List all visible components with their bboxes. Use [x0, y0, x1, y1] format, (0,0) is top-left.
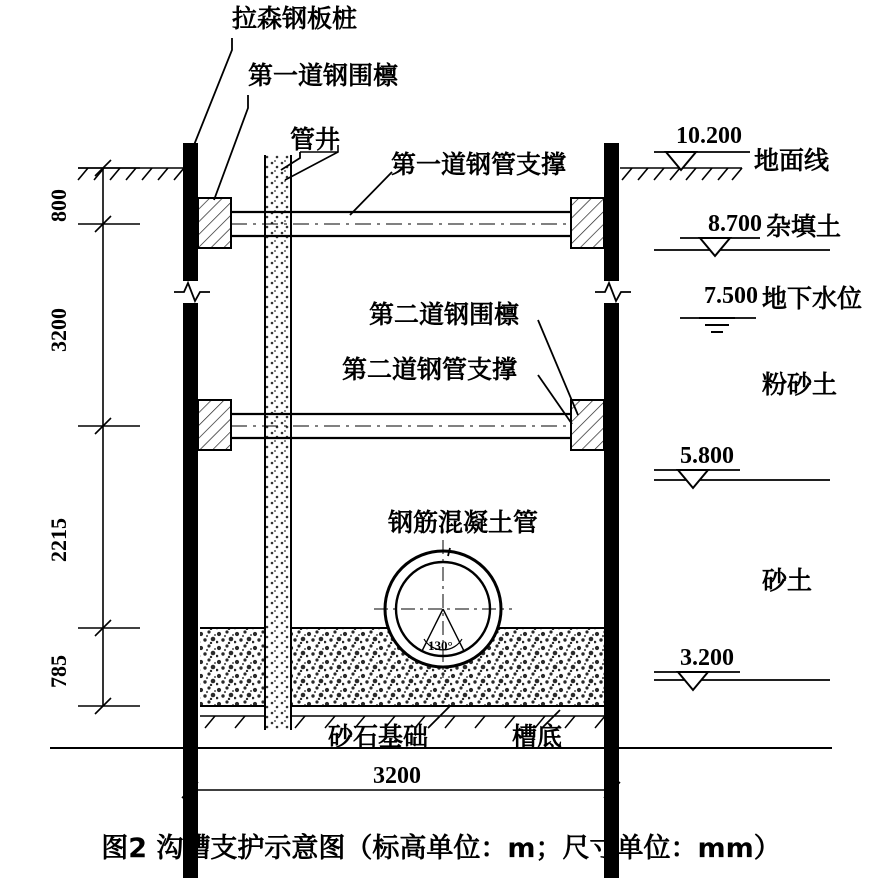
stratum-label-silty-sand: 粉砂土: [762, 370, 838, 399]
dimension-800: 800: [46, 189, 71, 222]
stratum-label-fill-soil: 杂填土: [766, 212, 842, 241]
pile-break-symbol-left: [174, 281, 210, 303]
callout-trench-bottom: 槽底: [512, 722, 563, 751]
dimension-785: 785: [46, 655, 71, 688]
stratum-label-water-table: 地下水位: [762, 284, 863, 313]
dewatering-well: [265, 155, 291, 730]
callout-well: 管井: [290, 125, 341, 154]
stratum-label-ground-line: 地面线: [754, 146, 830, 175]
callout-rc-pipe: 钢筋混凝土管: [388, 508, 539, 537]
vertical-dimension-chain: [78, 160, 140, 714]
callout-first-waling: 第一道钢围檩: [248, 61, 399, 90]
figure-caption: 图2 沟槽支护示意图（标高单位：m；尺寸单位：mm）: [101, 833, 781, 864]
callout-sheet-pile: 拉森钢板桩: [232, 4, 358, 33]
elevation-value-4: 3.200: [680, 645, 734, 671]
callout-second-strut: 第二道钢管支撑: [342, 355, 518, 384]
sheet-pile-left-visible: [183, 143, 198, 748]
elevation-value-0: 10.200: [676, 123, 742, 149]
elevation-value-1: 8.700: [708, 211, 762, 237]
dimension-2215: 2215: [46, 518, 71, 562]
callout-gravel-base: 砂石基础: [328, 722, 429, 751]
pile-break-symbol-right: [595, 281, 631, 303]
callout-first-strut: 第一道钢管支撑: [391, 150, 567, 179]
stratum-label-sand: 砂土: [762, 566, 813, 595]
elevation-value-2: 7.500: [704, 283, 758, 309]
sheet-pile-right-visible: [604, 143, 619, 748]
callout-second-waling: 第二道钢围檩: [369, 300, 520, 329]
dimension-3200: 3200: [46, 308, 71, 352]
elevation-value-3: 5.800: [680, 443, 734, 469]
dimension-width-3200: 3200: [373, 763, 421, 789]
ground-surface-left: [78, 168, 190, 180]
pipe-bedding-angle: 130°: [428, 638, 453, 653]
